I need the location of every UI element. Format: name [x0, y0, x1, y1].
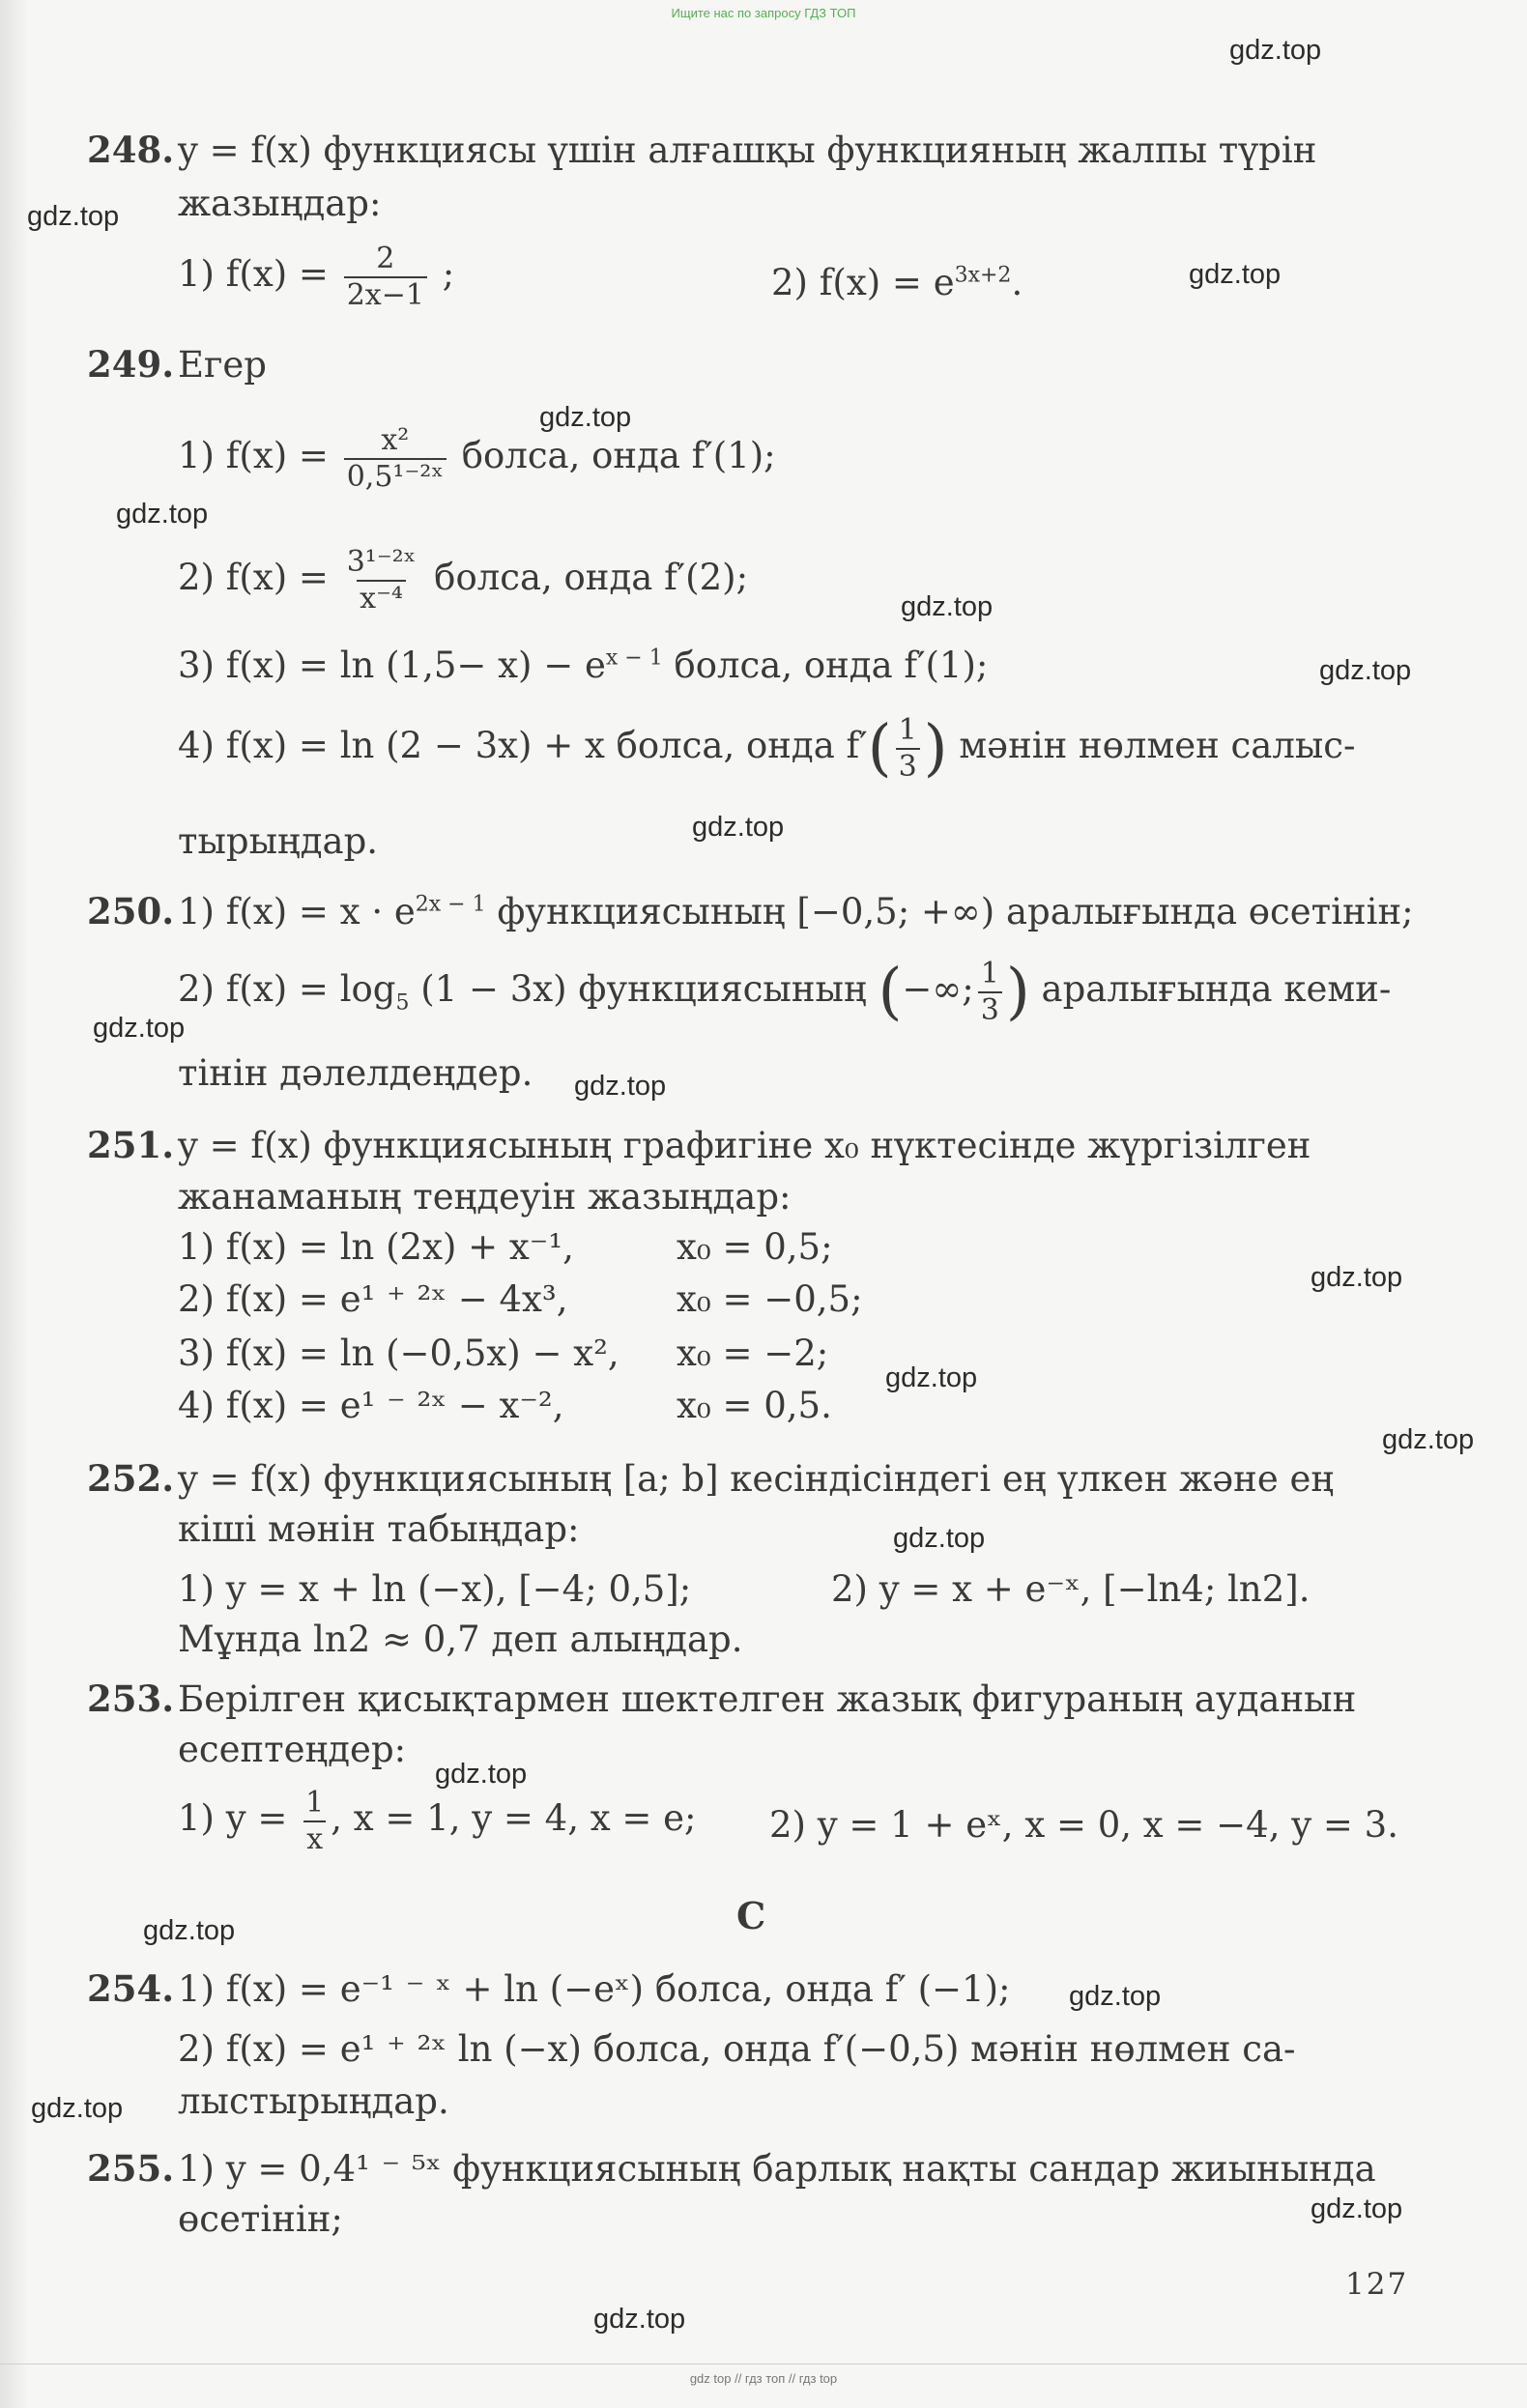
- problem-text: өсетінін;: [178, 2198, 343, 2240]
- problem-text: есептеңдер:: [178, 1729, 407, 1770]
- problem-text: жанаманың теңдеуін жазыңдар:: [178, 1176, 792, 1218]
- denominator: x: [303, 1820, 326, 1855]
- formula-text: 1) f(x) =: [178, 253, 329, 295]
- formula-text: 1) f(x) =: [178, 435, 329, 476]
- formula-text: −∞;: [902, 968, 974, 1010]
- problem-text: тінін дәлелдеңдер.: [178, 1052, 533, 1094]
- page-number: 127: [1345, 2267, 1409, 2302]
- problem-item: x₀ = 0,5;: [677, 1226, 833, 1268]
- watermark: gdz.top: [893, 1523, 986, 1554]
- denominator: x⁻⁴: [357, 580, 406, 615]
- formula-text: аралығында кеми-: [1041, 968, 1392, 1010]
- fraction: [978, 959, 1002, 1025]
- watermark: gdz.top: [27, 201, 120, 232]
- problem-number: 251.: [87, 1124, 175, 1166]
- problem-text: y = f(x) функциясының [a; b] кесіндісіндегі ең үлкен және ең: [178, 1458, 1335, 1500]
- problem-item: 2) f(x) = e¹ ⁺ ²ˣ ln (−x) болса, онда f′(−0,5) мәнін нөлмен са-: [178, 2028, 1296, 2070]
- denominator: 3: [978, 991, 1002, 1026]
- problem-item: [178, 645, 988, 687]
- numerator: 1: [980, 957, 999, 990]
- problem-item: 2) y = 1 + eˣ, x = 0, x = −4, y = 3.: [769, 1804, 1398, 1846]
- formula-text: функциясының [−0,5; +∞) аралығында өсетінін;: [497, 891, 1414, 932]
- problem-number: 249.: [87, 343, 175, 386]
- formula-text: болса, онда f′(2);: [434, 557, 749, 598]
- problem-number: 248.: [87, 129, 175, 171]
- problem-number: 250.: [87, 890, 175, 932]
- problem-item: x₀ = 0,5.: [677, 1385, 832, 1426]
- footer-divider: [0, 2364, 1527, 2365]
- problem-note: Мұнда ln2 ≈ 0,7 деп алыңдар.: [178, 1619, 743, 1660]
- paren-right: ): [1005, 956, 1030, 1028]
- problem-number: 254.: [87, 1967, 175, 2010]
- formula-text: 2) f(x) = e: [771, 262, 955, 303]
- problem-item: 1) f(x) = e⁻¹ ⁻ ˣ + ln (−eˣ) болса, онда f′ (−1);: [178, 1968, 1011, 2010]
- watermark: gdz.top: [1189, 259, 1282, 290]
- problem-item: 4) f(x) = e¹ ⁻ ²ˣ − x⁻²,: [178, 1385, 564, 1426]
- denominator: 2x−1: [344, 276, 427, 311]
- problem-number: 255.: [87, 2147, 175, 2190]
- formula-text: болса, онда f′(1);: [461, 435, 776, 476]
- problem-item: 2) y = x + e⁻ˣ, [−ln4; ln2].: [831, 1568, 1311, 1610]
- problem-text: жазыңдар:: [178, 183, 382, 224]
- problem-item: [178, 1788, 697, 1854]
- problem-item: [178, 547, 748, 614]
- watermark: gdz.top: [143, 1915, 236, 1946]
- fraction: [303, 1788, 327, 1854]
- watermark: gdz.top: [1229, 35, 1322, 66]
- problem-text: Берілген қисықтармен шектелген жазық фигураның ауданын: [178, 1678, 1357, 1720]
- problem-item: [771, 263, 1023, 304]
- problem-text: тырыңдар.: [178, 820, 379, 862]
- watermark: gdz.top: [116, 499, 209, 530]
- problem-item: [178, 956, 1392, 1028]
- section-heading: C: [736, 1894, 766, 1937]
- formula-text: .: [1011, 262, 1023, 303]
- problem-item: 2) f(x) = e¹ ⁺ ²ˣ − 4x³,: [178, 1278, 568, 1320]
- paren-left: (: [867, 712, 892, 785]
- problem-number: 253.: [87, 1677, 175, 1720]
- problem-item: 1) y = x + ln (−x), [−4; 0,5];: [178, 1568, 692, 1610]
- formula-text: 2) f(x) = log: [178, 968, 396, 1010]
- formula-text: мәнін нөлмен салыс-: [959, 725, 1356, 766]
- formula-text: 2) f(x) =: [178, 557, 329, 598]
- numerator: 1: [305, 1786, 325, 1820]
- fraction: [344, 244, 427, 310]
- paren-right: ): [923, 712, 948, 785]
- problem-item: 3) f(x) = ln (−0,5x) − x²,: [178, 1333, 619, 1374]
- problem-item: [178, 244, 454, 310]
- paren-left: (: [878, 956, 903, 1028]
- problem-item: [178, 425, 776, 492]
- exponent: x − 1: [605, 645, 663, 671]
- watermark: gdz.top: [1319, 655, 1412, 686]
- problem-text: лыстырыңдар.: [178, 2080, 449, 2122]
- formula-text: (1 − 3x) функциясының: [420, 968, 867, 1010]
- fraction: [896, 715, 920, 782]
- watermark: gdz.top: [435, 1759, 528, 1790]
- watermark: gdz.top: [93, 1013, 186, 1044]
- watermark: gdz.top: [593, 2304, 686, 2335]
- watermark: gdz.top: [539, 402, 632, 433]
- numerator: 1: [898, 713, 917, 747]
- formula-text: 1) f(x) = x · e: [178, 891, 416, 932]
- numerator: 3¹⁻²ˣ: [346, 545, 417, 579]
- fraction: [344, 425, 447, 492]
- watermark: gdz.top: [692, 812, 785, 843]
- exponent: 3x+2: [954, 263, 1012, 288]
- top-banner[interactable]: Ищите нас по запросу ГДЗ ТОП: [671, 6, 856, 20]
- problem-item: [178, 892, 1414, 933]
- formula-text: 4) f(x) = ln (2 − 3x) + x болса, онда f′: [178, 725, 868, 766]
- problem-text: Егер: [178, 344, 267, 386]
- formula-text: болса, онда f′(1);: [674, 645, 989, 686]
- watermark: gdz.top: [885, 1362, 978, 1393]
- watermark: gdz.top: [1311, 2193, 1403, 2224]
- watermark: gdz.top: [901, 591, 994, 622]
- subscript: 5: [395, 990, 410, 1016]
- formula-text: , x = 1, y = 4, x = e;: [331, 1797, 697, 1839]
- formula-text: 3) f(x) = ln (1,5− x) − e: [178, 645, 606, 686]
- problem-item: [178, 712, 1356, 785]
- denominator: 0,5¹⁻²ˣ: [344, 458, 447, 493]
- problem-item: x₀ = −2;: [677, 1333, 829, 1374]
- page-edge-shadow: [0, 0, 29, 2408]
- problem-item: 1) f(x) = ln (2x) + x⁻¹,: [178, 1226, 574, 1268]
- problem-item: x₀ = −0,5;: [677, 1278, 863, 1320]
- footer-links[interactable]: gdz top // гдз топ // гдз top: [689, 2371, 838, 2386]
- problem-text: y = f(x) функциясының графигіне x₀ нүктесінде жүргізілген: [178, 1125, 1311, 1166]
- watermark: gdz.top: [1069, 1981, 1162, 2012]
- formula-text: 1) y =: [178, 1797, 288, 1839]
- problem-item: 1) y = 0,4¹ ⁻ ⁵ˣ функциясының барлық нақты сандар жиынында: [178, 2148, 1376, 2190]
- fraction: [344, 547, 419, 614]
- problem-text: кіші мәнін табыңдар:: [178, 1508, 580, 1550]
- watermark: gdz.top: [1382, 1424, 1475, 1455]
- formula-text: ;: [442, 253, 455, 295]
- problem-text: y = f(x) функциясы үшін алғашқы функцияның жалпы түрін: [178, 129, 1317, 171]
- numerator: x²: [381, 423, 410, 457]
- denominator: 3: [896, 748, 920, 783]
- exponent: 2x − 1: [415, 892, 486, 917]
- problem-number: 252.: [87, 1457, 175, 1500]
- watermark: gdz.top: [1311, 1262, 1403, 1293]
- numerator: 2: [376, 242, 395, 275]
- watermark: gdz.top: [31, 2093, 124, 2124]
- watermark: gdz.top: [574, 1071, 667, 1102]
